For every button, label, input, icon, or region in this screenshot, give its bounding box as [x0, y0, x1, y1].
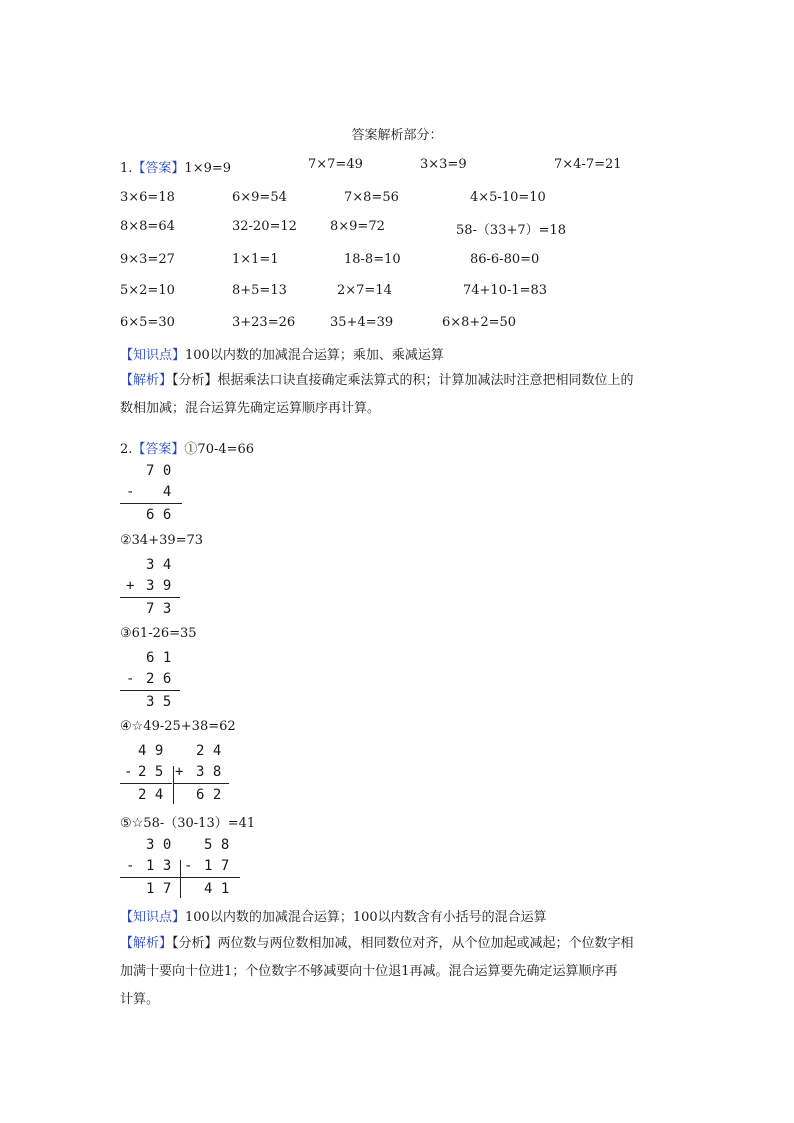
explanation-line — [120, 367, 680, 395]
explanation-tag: 【解析】 — [120, 373, 173, 388]
knowledge-tag: 【知识点】 — [120, 348, 186, 363]
q1-cell: 7×4-7=21 — [554, 157, 622, 172]
calc-result: 6 2 — [196, 787, 222, 803]
calc-divider — [173, 766, 174, 804]
q1-cell: 3+23=26 — [232, 315, 296, 330]
knowledge-text: 100以内数的加减混合运算；乘加、乘减运算 — [185, 348, 444, 363]
calc-operator: + — [126, 578, 135, 594]
calc-second: 3 8 — [196, 764, 222, 780]
calc-second: 1 3 — [146, 858, 172, 874]
explanation-text: 根据乘法口诀直接确定乘法算式的积；计算加减法时注意把相同数位上的 — [217, 373, 634, 388]
calc-operator: - — [184, 858, 193, 874]
q2-knowledge-point — [120, 906, 547, 925]
q1-cell: 18-8=10 — [344, 252, 401, 267]
q1-cell: 32-20=12 — [232, 219, 297, 234]
q2-explanation — [120, 930, 680, 1014]
knowledge-text: 100以内数的加减混合运算；100以内数含有小括号的混合运算 — [185, 910, 547, 925]
explanation-text: 两位数与两位数相加减，相同数位对齐，从个位加起或减起；个位数字相 — [217, 936, 634, 951]
calc-line — [120, 690, 180, 691]
q1-answer-tag: 【答案】 — [132, 161, 185, 176]
vertical-calc-5 — [120, 836, 250, 900]
explanation-line: 数相加减；混合运算先确定运算顺序再计算。 — [120, 401, 381, 416]
calc-operator: - — [126, 484, 135, 500]
explanation-line: 计算。 — [120, 992, 160, 1007]
calc-top: 4 9 — [138, 743, 164, 759]
calc-top: 2 4 — [196, 743, 222, 759]
q1-cell: 1×1=1 — [232, 252, 279, 267]
q1-cell: 7×7=49 — [308, 157, 363, 172]
q2-label-3: ③61-26=35 — [120, 626, 197, 641]
analysis-tag: 【分析】 — [172, 373, 218, 388]
q1-cell: 35+4=39 — [330, 315, 394, 330]
explanation-line: 加满十要向十位进1；个位数字不够减要向十位退1再减。混合运算要先确定运算顺序再 — [120, 964, 618, 979]
analysis-tag: 【分析】 — [172, 936, 218, 951]
q2-number: 2. — [120, 442, 133, 457]
calc-result: 3 5 — [146, 694, 172, 710]
vertical-calc-4 — [120, 742, 240, 806]
q1-cell: 6×9=54 — [232, 190, 287, 205]
calc-result: 6 6 — [146, 507, 172, 523]
calc-operator: - — [126, 671, 135, 687]
q1-cell: 86-6-80=0 — [470, 252, 540, 267]
q1-cell: 74+10-1=83 — [463, 283, 548, 298]
calc-line — [120, 783, 172, 784]
calc-operator: + — [175, 764, 184, 780]
calc-result: 2 4 — [138, 787, 164, 803]
q1-cell: 5×2=10 — [120, 283, 175, 298]
q1-cell: 9×3=27 — [120, 252, 175, 267]
q1-cell: 2×7=14 — [337, 283, 392, 298]
vertical-calc-2 — [120, 556, 190, 620]
calc-top: 3 4 — [146, 557, 172, 573]
calc-line — [120, 597, 180, 598]
calc-top: 7 0 — [146, 463, 172, 479]
q1-explanation — [120, 367, 680, 423]
calc-second: 2 5 — [138, 764, 164, 780]
q2-answer-tag: 【答案】 — [132, 442, 185, 457]
q1-cell: 6×5=30 — [120, 315, 175, 330]
q1-number: 1. — [120, 161, 133, 176]
vertical-calc-1 — [120, 462, 190, 526]
q1-cell: 1×9=9 — [184, 161, 232, 176]
q2-label-4: ④☆49-25+38=62 — [120, 719, 236, 734]
calc-second: 1 7 — [204, 858, 230, 874]
calc-result: 4 1 — [204, 881, 230, 897]
q1-knowledge-point — [120, 344, 444, 363]
calc-top: 5 8 — [204, 837, 230, 853]
calc-second: 2 6 — [146, 671, 172, 687]
q2-answer-header — [120, 438, 254, 457]
explanation-line — [120, 930, 680, 958]
q1-cell: 3×3=9 — [420, 157, 467, 172]
q1-cell: 8×8=64 — [120, 219, 175, 234]
calc-divider — [180, 860, 181, 898]
knowledge-tag: 【知识点】 — [120, 910, 186, 925]
q1-cell: 3×6=18 — [120, 190, 175, 205]
q2-label-2: ②34+39=73 — [120, 533, 204, 548]
calc-operator: - — [124, 764, 133, 780]
page-title: 答案解析部分： — [351, 128, 443, 143]
calc-second: 4 — [146, 484, 172, 500]
calc-line — [120, 877, 180, 878]
calc-second: 3 9 — [146, 578, 172, 594]
calc-operator: - — [126, 858, 135, 874]
q2-label-5: ⑤☆58-（30-13）=41 — [120, 816, 256, 831]
q1-cell: 7×8=56 — [344, 190, 399, 205]
calc-line — [180, 877, 240, 878]
vertical-calc-3 — [120, 649, 190, 713]
calc-result: 7 3 — [146, 601, 172, 617]
calc-result: 1 7 — [146, 881, 172, 897]
q2-label-1: ①70-4=66 — [184, 442, 255, 457]
calc-top: 3 0 — [146, 837, 172, 853]
calc-line — [173, 783, 229, 784]
explanation-tag: 【解析】 — [120, 936, 173, 951]
q1-cell: 4×5-10=10 — [470, 190, 546, 205]
q1-answer-row-1 — [120, 157, 231, 176]
q1-cell: 58-（33+7）=18 — [456, 223, 567, 238]
calc-top: 6 1 — [146, 650, 172, 666]
q1-cell: 6×8+2=50 — [442, 315, 517, 330]
q1-cell: 8+5=13 — [232, 283, 287, 298]
q1-cell: 8×9=72 — [330, 219, 385, 234]
calc-line — [120, 503, 182, 504]
